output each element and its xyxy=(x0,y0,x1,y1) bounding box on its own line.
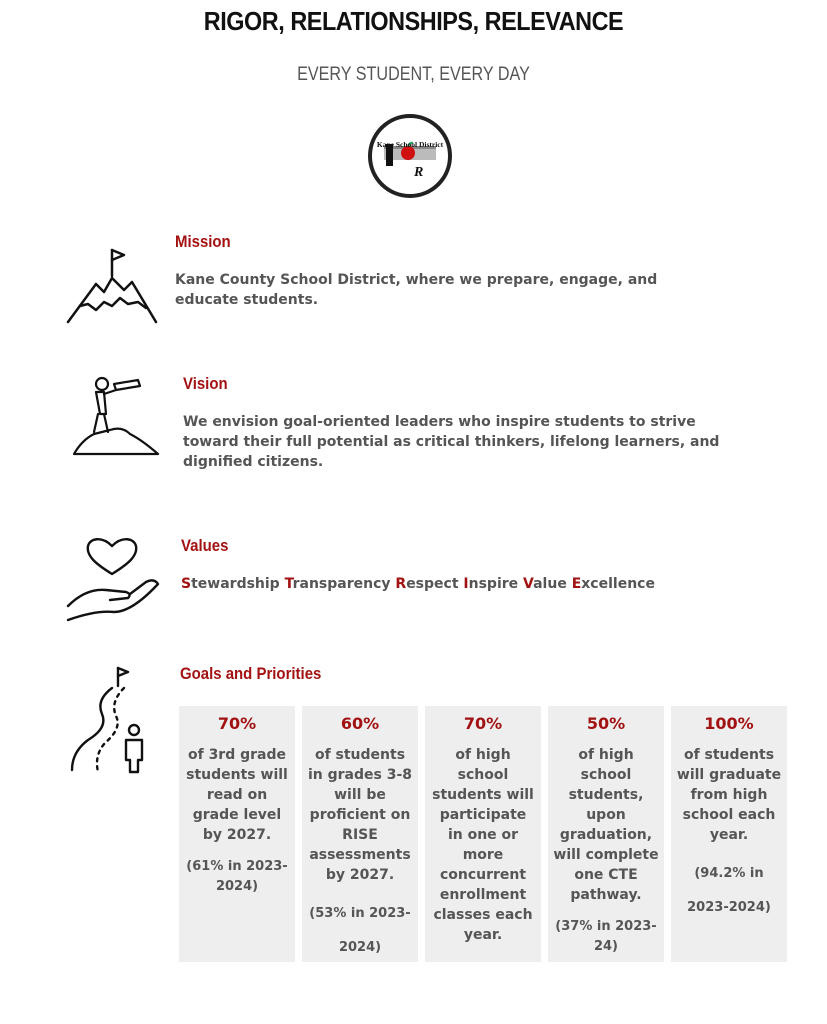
goal-card-reading xyxy=(179,706,295,962)
value-inspire: Inspire xyxy=(463,576,519,592)
page-subtitle: EVERY STUDENT, EVERY DAY xyxy=(297,64,530,85)
hand-heart-icon xyxy=(66,536,162,626)
vision-body: We envision goal-oriented leaders who inspire students to strive toward their full potential as critical thinkers, lifelong learners, and dignified citizens. xyxy=(183,414,720,470)
goal-percent: 60% xyxy=(340,714,380,733)
goal-description: of students will graduate from high school each year. xyxy=(676,747,782,843)
district-logo xyxy=(368,114,452,198)
goal-note: (61% in 2023-2024) xyxy=(186,859,288,894)
goal-percent: 50% xyxy=(586,714,626,733)
value-value: Value xyxy=(523,576,567,592)
logo-text: Kane School District xyxy=(376,140,444,149)
goal-note: (37% in 2023-24) xyxy=(555,919,657,954)
vision-heading: Vision xyxy=(183,374,228,393)
goal-card-concurrent-enrollment xyxy=(425,706,541,962)
value-transparency: Transparency xyxy=(284,576,391,592)
goal-card-graduation xyxy=(671,706,787,962)
value-stewardship: Stewardship xyxy=(181,576,280,592)
goal-note: (94.2% in 2023-2024) xyxy=(687,866,771,915)
goal-description: of students in grades 3-8 will be proficient on RISE assessments by 2027. xyxy=(307,747,413,883)
goal-note: (53% in 2023-2024) xyxy=(309,906,411,955)
goal-description: of high school students will participate in one or more concurrent enrollment classes each year. xyxy=(432,747,534,943)
goal-percent: 70% xyxy=(463,714,503,733)
path-to-goal-icon xyxy=(66,664,158,776)
value-excellence: Excellence xyxy=(571,576,655,592)
goals-cards xyxy=(179,706,787,962)
mountain-flag-icon xyxy=(66,246,158,326)
goal-description: of high school students, upon graduation, will complete one CTE pathway. xyxy=(553,747,659,903)
district-logo-graphic xyxy=(378,126,442,186)
mission-body: Kane County School District, where we prepare, engage, and educate students. xyxy=(175,272,658,308)
values-list xyxy=(181,574,741,594)
goals-heading: Goals and Priorities xyxy=(180,664,322,683)
values-heading: Values xyxy=(181,536,229,555)
goal-card-cte xyxy=(548,706,664,962)
goal-percent: 100% xyxy=(704,714,754,733)
telescope-person-icon xyxy=(70,374,162,458)
page-title: RIGOR, RELATIONSHIPS, RELEVANCE xyxy=(203,6,624,36)
value-respect: Respect xyxy=(395,576,459,592)
mission-heading: Mission xyxy=(175,232,231,251)
goal-description: of 3rd grade students will read on grade level by 2027. xyxy=(186,747,288,843)
goal-card-rise xyxy=(302,706,418,962)
svg-text:R: R xyxy=(414,165,424,180)
goal-percent: 70% xyxy=(217,714,257,733)
